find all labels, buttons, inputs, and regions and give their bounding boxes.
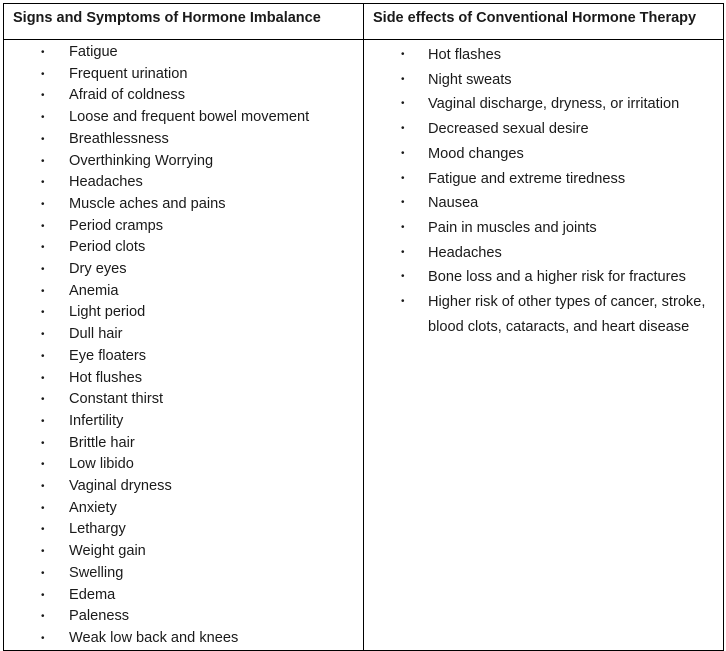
bullet-icon: • (41, 177, 45, 189)
symptom-list-item (4, 64, 363, 86)
symptom-list-item (4, 433, 363, 455)
symptom-list-item (4, 628, 363, 650)
symptom-list-item (4, 324, 363, 346)
bullet-icon: • (401, 271, 405, 283)
bullet-icon: • (41, 611, 45, 623)
bullet-icon: • (41, 481, 45, 493)
bullet-icon: • (41, 68, 45, 80)
bullet-icon: • (41, 437, 45, 449)
bullet-icon: • (401, 296, 405, 308)
bullet-icon: • (41, 307, 45, 319)
list-item-text: Anemia (69, 282, 119, 299)
bullet-icon: • (41, 394, 45, 406)
list-item-text: Night sweats (428, 71, 512, 88)
list-item-text: Dull hair (69, 326, 123, 343)
list-item-text: Weight gain (69, 543, 146, 560)
bullet-icon: • (41, 524, 45, 536)
symptom-list-item (4, 129, 363, 151)
header-side-effects: Side effects of Conventional Hormone Therapy (364, 4, 724, 40)
symptom-list-item (4, 541, 363, 563)
bullet-icon: • (41, 198, 45, 210)
side-effect-list-item (364, 117, 723, 142)
list-item-text: Hot flashes (428, 47, 502, 63)
bullet-icon: • (401, 221, 405, 233)
symptom-list-item (4, 237, 363, 259)
symptom-list-item (4, 259, 363, 281)
list-item-text: Fatigue and extreme tiredness (428, 170, 626, 187)
bullet-icon: • (41, 285, 45, 297)
bullet-icon: • (401, 73, 405, 85)
side-effects-cell (364, 40, 724, 651)
list-item-text: Afraid of coldness (69, 87, 186, 104)
bullet-icon: • (41, 589, 45, 601)
bullet-icon: • (401, 197, 405, 209)
symptom-list-item (4, 85, 363, 107)
list-item-text: Brittle hair (69, 434, 135, 451)
list-item-text: Breathlessness (69, 130, 169, 147)
list-item-text: Pain in muscles and joints (428, 219, 597, 236)
list-item-text: Weak low back and knees (69, 629, 239, 646)
symptom-list-item (4, 368, 363, 390)
list-item-text: Period clots (69, 239, 146, 256)
symptom-list-item (4, 411, 363, 433)
bullet-icon: • (41, 546, 45, 558)
list-item-text: Headaches (428, 244, 502, 261)
list-item-text: Fatigue (69, 44, 118, 60)
bullet-icon: • (41, 220, 45, 232)
content-row (4, 40, 724, 651)
list-item-text: Hot flushes (69, 369, 143, 386)
list-item-text: Anxiety (69, 499, 117, 516)
header-signs-symptoms: Signs and Symptoms of Hormone Imbalance (4, 4, 364, 40)
symptom-list-item (4, 346, 363, 368)
list-item-text: Edema (69, 586, 116, 603)
bullet-icon: • (41, 242, 45, 254)
bullet-icon: • (401, 246, 405, 258)
symptom-list-item (4, 194, 363, 216)
bullet-icon: • (41, 133, 45, 145)
side-effect-list-item (364, 43, 723, 68)
bullet-icon: • (41, 372, 45, 384)
symptom-list-item (4, 519, 363, 541)
list-item-text: Bone loss and a higher risk for fractures (428, 269, 686, 286)
list-item-text: Loose and frequent bowel movement (69, 109, 310, 126)
bullet-icon: • (401, 123, 405, 135)
symptom-list-item (4, 454, 363, 476)
symptom-list-item (4, 107, 363, 129)
list-item-text: Mood changes (428, 145, 524, 162)
list-item-text: Infertility (69, 412, 124, 429)
side-effect-list-item (364, 290, 723, 339)
comparison-table (3, 3, 724, 651)
symptom-list-item (4, 302, 363, 324)
symptom-list-item (4, 151, 363, 173)
symptom-list-item (4, 585, 363, 607)
bullet-icon: • (401, 98, 405, 110)
bullet-icon: • (401, 147, 405, 159)
bullet-icon: • (41, 155, 45, 167)
list-item-text: Frequent urination (69, 65, 188, 82)
list-item-text: Light period (69, 304, 146, 321)
list-item-text: Headaches (69, 174, 143, 191)
bullet-icon: • (41, 459, 45, 471)
list-item-text: Higher risk of other types of cancer, stroke, blood clots, cataracts, and heart disease (428, 294, 706, 335)
list-item-text: Eye floaters (69, 347, 147, 364)
list-item-text: Vaginal dryness (69, 478, 172, 495)
side-effect-list-item (364, 92, 723, 117)
bullet-icon: • (41, 47, 45, 58)
list-item-text: Low libido (69, 456, 134, 473)
side-effect-list-item (364, 216, 723, 241)
header-row (4, 4, 724, 40)
symptom-list-item (4, 563, 363, 585)
list-item-text: Decreased sexual desire (428, 121, 589, 138)
side-effect-list-item (364, 142, 723, 167)
bullet-icon: • (41, 112, 45, 124)
symptom-list-item (4, 498, 363, 520)
symptom-list-item (4, 216, 363, 238)
side-effects-list (364, 40, 723, 339)
symptom-list-item (4, 476, 363, 498)
side-effect-list-item (364, 241, 723, 266)
list-item-text: Lethargy (69, 521, 126, 538)
list-item-text: Swelling (69, 564, 124, 581)
bullet-icon: • (41, 329, 45, 341)
bullet-icon: • (41, 567, 45, 579)
bullet-icon: • (41, 350, 45, 362)
side-effect-list-item (364, 191, 723, 216)
list-item-text: Nausea (428, 195, 479, 212)
side-effect-list-item (364, 68, 723, 93)
list-item-text: Overthinking Worrying (69, 152, 214, 169)
symptom-list-item (4, 281, 363, 303)
bullet-icon: • (41, 415, 45, 427)
symptom-list-item (4, 389, 363, 411)
list-item-text: Muscle aches and pains (69, 195, 226, 212)
side-effect-list-item (364, 167, 723, 192)
symptom-list-item (4, 172, 363, 194)
list-item-text: Dry eyes (69, 261, 127, 278)
side-effect-list-item (364, 265, 723, 290)
symptom-list-item (4, 606, 363, 628)
list-item-text: Constant thirst (69, 391, 164, 408)
bullet-icon: • (41, 502, 45, 514)
bullet-icon: • (401, 172, 405, 184)
signs-symptoms-cell (4, 40, 364, 651)
list-item-text: Vaginal discharge, dryness, or irritation (428, 96, 680, 113)
list-item-text: Paleness (69, 608, 130, 625)
bullet-icon: • (401, 49, 405, 60)
symptom-list-item (4, 42, 363, 64)
bullet-icon: • (41, 632, 45, 644)
bullet-icon: • (41, 90, 45, 102)
list-item-text: Period cramps (69, 217, 164, 234)
bullet-icon: • (41, 264, 45, 276)
signs-symptoms-list (4, 40, 363, 650)
